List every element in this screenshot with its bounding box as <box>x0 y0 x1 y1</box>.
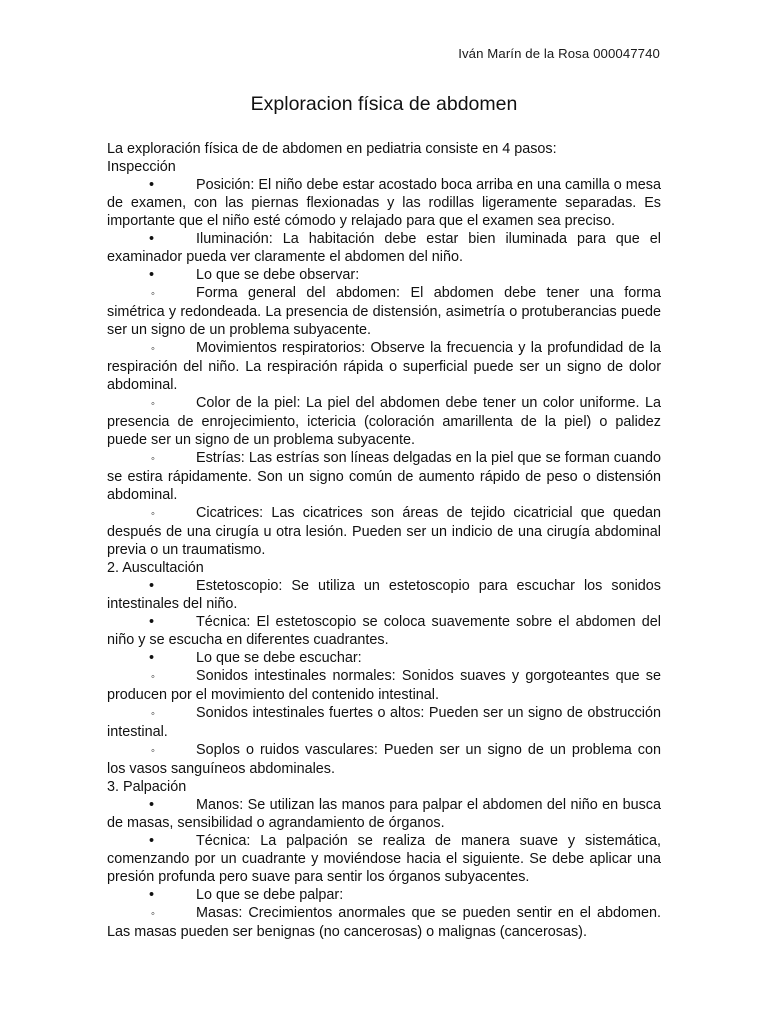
item-text: Movimientos respiratorios: Observe la frecuencia y la profundidad de la respiración del niño. La respiración rápida o superficial puede ser un signo de dolor abdominal. <box>107 340 661 393</box>
bullet-item <box>107 176 661 230</box>
item-text: Sonidos intestinales fuertes o altos: Pueden ser un signo de obstrucción intestinal. <box>107 705 661 740</box>
item-text: Posición: El niño debe estar acostado boca arriba en una camilla o mesa de examen, con las piernas flexionadas y las rodillas ligeramente separadas. Es importante que el niño esté cómodo y relajado para que el examen sea preciso. <box>107 177 661 229</box>
item-text: Cicatrices: Las cicatrices son áreas de tejido cicatricial que quedan después de una cirugía u otra lesión. Pueden ser un indicio de una cirugía abdominal previa o un traumatismo. <box>107 505 661 558</box>
bullet-item <box>107 230 661 266</box>
sub-bullet-item <box>107 704 661 741</box>
bullet-marker-icon: • <box>149 887 155 903</box>
sub-bullet-item <box>107 449 661 504</box>
bullet-marker-icon: • <box>149 177 155 193</box>
bullet-marker-icon: • <box>149 578 155 594</box>
circle-marker-icon: ◦ <box>151 453 155 465</box>
paragraph-line: La exploración física de de abdomen en pediatria consiste en 4 pasos: <box>107 141 557 157</box>
bullet-marker-icon: • <box>149 797 155 813</box>
bullet-item <box>107 266 661 284</box>
item-text: Soplos o ruidos vasculares: Pueden ser un signo de un problema con los vasos sanguíneos abdominales. <box>107 742 661 777</box>
circle-marker-icon: ◦ <box>151 398 155 410</box>
bullet-marker-icon: • <box>149 833 155 849</box>
item-text: Forma general del abdomen: El abdomen debe tener una forma simétrica y redondeada. La presencia de distensión, asimetría o protuberancias puede ser un signo de un problema subyacente. <box>107 285 661 338</box>
item-text: Iluminación: La habitación debe estar bien iluminada para que el examinador pueda ver claramente el abdomen del niño. <box>107 231 661 265</box>
sub-bullet-item <box>107 394 661 449</box>
bullet-item <box>107 577 661 613</box>
circle-marker-icon: ◦ <box>151 708 155 720</box>
circle-marker-icon: ◦ <box>151 508 155 520</box>
item-text: Manos: Se utilizan las manos para palpar el abdomen del niño en busca de masas, sensibilidad o agrandamiento de órganos. <box>107 797 661 831</box>
item-text: Masas: Crecimientos anormales que se pueden sentir en el abdomen. Las masas pueden ser benignas (no cancerosas) o malignas (cancerosas). <box>107 905 661 940</box>
item-text: Sonidos intestinales normales: Sonidos suaves y gorgoteantes que se producen por el movimiento del contenido intestinal. <box>107 668 661 703</box>
sub-bullet-item <box>107 667 661 704</box>
document-title: Exploracion física de abdomen <box>250 93 518 115</box>
item-text: Estrías: Las estrías son líneas delgadas en la piel que se forman cuando se estira rápidamente. Son un signo común de aumento rápido de peso o distensión abdominal. <box>107 450 661 503</box>
item-text: Lo que se debe observar: <box>196 267 360 283</box>
item-text: Técnica: El estetoscopio se coloca suavemente sobre el abdomen del niño y se escucha en diferentes cuadrantes. <box>107 614 661 648</box>
circle-marker-icon: ◦ <box>151 343 155 355</box>
bullet-marker-icon: • <box>149 267 155 283</box>
bullet-item <box>107 886 661 904</box>
paragraph-line: 2. Auscultación <box>107 560 204 576</box>
author-line: Iván Marín de la Rosa 000047740 <box>458 46 660 61</box>
bullet-item <box>107 649 661 667</box>
sub-bullet-item <box>107 904 661 941</box>
paragraph-line: Inspección <box>107 159 176 175</box>
sub-bullet-item <box>107 339 661 394</box>
sub-bullet-item <box>107 504 661 559</box>
bullet-marker-icon: • <box>149 650 155 666</box>
item-text: Técnica: La palpación se realiza de manera suave y sistemática, comenzando por un cuadrante y moviéndose hacia el siguiente. Se debe aplicar una presión profunda pero suave para sentir los órganos subyacentes. <box>107 833 661 885</box>
document-body <box>107 140 661 941</box>
bullet-marker-icon: • <box>149 231 155 247</box>
item-text: Color de la piel: La piel del abdomen debe tener un color uniforme. La presencia de enrojecimiento, ictericia (coloración amarillenta de la piel) o palidez puede ser un signo de un problema subyacente. <box>107 395 661 448</box>
circle-marker-icon: ◦ <box>151 745 155 757</box>
sub-bullet-item <box>107 741 661 778</box>
paragraph-line: 3. Palpación <box>107 779 187 795</box>
circle-marker-icon: ◦ <box>151 908 155 920</box>
circle-marker-icon: ◦ <box>151 671 155 683</box>
item-text: Estetoscopio: Se utiliza un estetoscopio para escuchar los sonidos intestinales del niño. <box>107 578 661 612</box>
circle-marker-icon: ◦ <box>151 288 155 300</box>
item-text: Lo que se debe palpar: <box>196 887 344 903</box>
bullet-item <box>107 832 661 886</box>
bullet-item <box>107 796 661 832</box>
item-text: Lo que se debe escuchar: <box>196 650 362 666</box>
bullet-marker-icon: • <box>149 614 155 630</box>
bullet-item <box>107 613 661 649</box>
sub-bullet-item <box>107 284 661 339</box>
